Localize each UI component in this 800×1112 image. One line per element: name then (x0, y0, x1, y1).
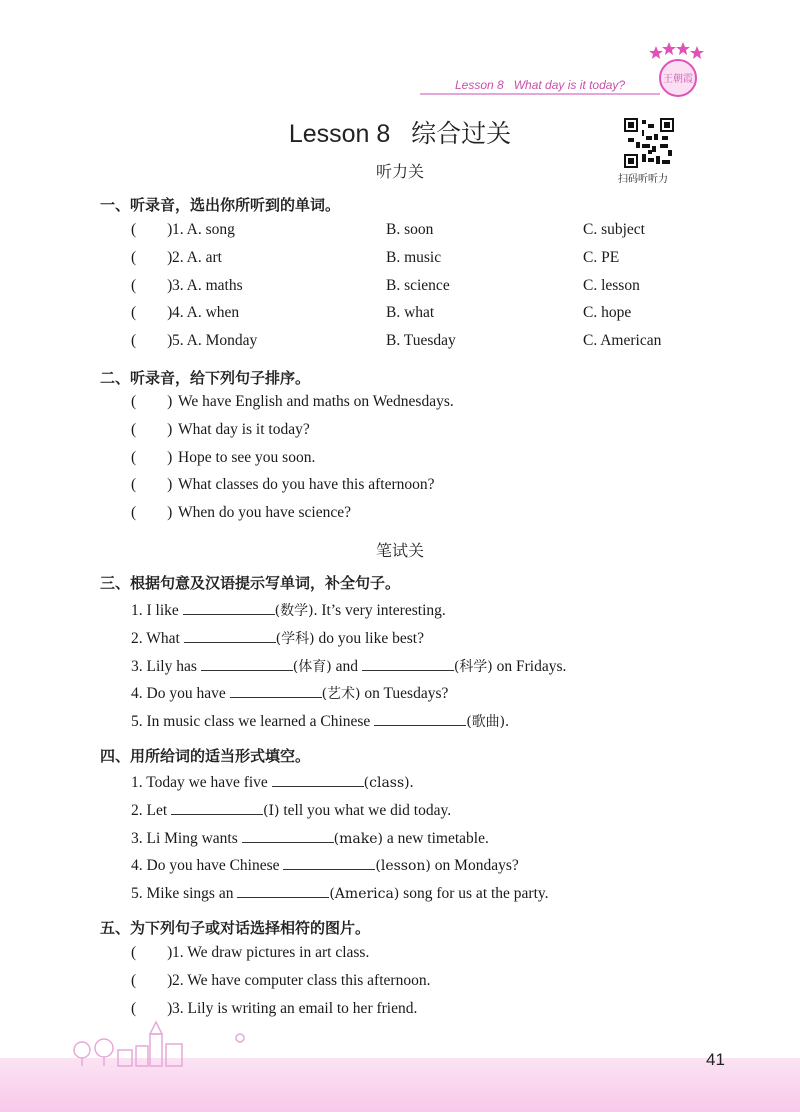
sentence-start: 5. In music class we learned a Chinese (131, 713, 375, 731)
sentence-start: 4. Do you have (131, 685, 230, 703)
sentence: What day is it today? (178, 420, 310, 438)
sentence-middle: and (331, 657, 362, 675)
answer-paren: ( ) (131, 393, 173, 410)
answer-paren: ( ) (131, 448, 173, 466)
hint-text: (学科) (275, 630, 315, 647)
sentence: 3. Lily is writing an email to her friend. (172, 999, 418, 1017)
option-a: 1. A. song (172, 221, 235, 238)
fill-in-sentence (131, 883, 549, 907)
hint-text: (lesson) (375, 858, 431, 875)
answer-paren: ( ) (131, 420, 173, 438)
hint-text: (make) (333, 830, 383, 847)
answer-blank[interactable] (374, 711, 466, 726)
part3-heading: 三、根据句意及汉语提示写单词，补全句子。 (100, 575, 401, 592)
sentence: 2. We have computer class this afternoon. (172, 971, 431, 989)
sentence-end: on Mondays? (430, 857, 519, 875)
sentence-end: song for us at the party. (399, 885, 549, 903)
hint-text: (歌曲) (466, 714, 506, 731)
fill-in-sentence (131, 683, 448, 707)
option-b: B. science (386, 276, 450, 294)
hint-text: (I) (263, 802, 280, 819)
sentence-end: on Fridays. (492, 657, 567, 675)
sentence: We have English and maths on Wednesdays. (178, 393, 454, 410)
sentence-end: on Tuesdays? (360, 685, 449, 703)
fill-in-sentence (131, 800, 451, 824)
answer-paren: ( ) (131, 248, 173, 266)
option-b: B. Tuesday (386, 332, 456, 350)
fill-in-sentence (131, 628, 424, 652)
answer-paren: ( ) (131, 332, 173, 350)
hint-text: (class) (363, 775, 410, 791)
option-c: C. subject (583, 221, 645, 238)
sentence-end: tell you what we did today. (279, 801, 452, 819)
sentence-end: . (505, 713, 509, 731)
sentence-start: 4. Do you have Chinese (131, 857, 284, 875)
hint-text: (体育) (292, 658, 332, 675)
answer-blank[interactable] (272, 772, 364, 787)
sentence: 1. We draw pictures in art class. (172, 944, 370, 961)
fill-in-sentence (131, 855, 519, 879)
option-c: C. PE (583, 248, 620, 266)
hint-text: (科学) (453, 658, 493, 675)
answer-blank[interactable] (201, 656, 293, 671)
answer-paren: ( ) (131, 476, 173, 494)
sentence-end: . (409, 774, 414, 791)
hint-text: (America) (329, 886, 400, 903)
castle-decoration-icon (70, 1020, 270, 1068)
section-heading-listening: 听力关 (375, 164, 424, 181)
fill-in-sentence (131, 772, 414, 796)
answer-blank[interactable] (230, 683, 322, 698)
answer-blank[interactable] (184, 628, 276, 643)
hint-text: (艺术) (321, 686, 361, 703)
part1-heading: 一、听录音，选出你所听到的单词。 (100, 197, 341, 214)
option-c: C. hope (583, 304, 632, 322)
part5-heading: 五、为下列句子或对话选择相符的图片。 (100, 920, 371, 937)
answer-paren: ( ) (131, 276, 173, 294)
fill-in-sentence (131, 600, 446, 624)
sentence-start: 1. Today we have five (131, 774, 272, 791)
answer-paren: ( ) (131, 944, 173, 961)
answer-blank[interactable] (171, 800, 263, 815)
fill-in-sentence (131, 656, 566, 680)
option-a: 3. A. maths (172, 276, 243, 294)
answer-paren: ( ) (131, 999, 173, 1017)
sentence-start: 1. I like (131, 602, 183, 619)
sentence-start: 3. Li Ming wants (131, 829, 242, 847)
answer-blank[interactable] (242, 828, 334, 843)
sentence-end: a new timetable. (382, 829, 489, 847)
option-a: 5. A. Monday (172, 332, 258, 350)
answer-paren: ( ) (131, 971, 173, 989)
part4-heading: 四、用所给词的适当形式填空。 (100, 748, 311, 765)
answer-paren: ( ) (131, 304, 173, 322)
section-heading-writing: 笔试关 (375, 543, 424, 560)
sentence: What classes do you have this afternoon? (178, 476, 435, 494)
sentence-start: 5. Mike sings an (131, 885, 238, 903)
answer-blank[interactable] (183, 600, 275, 615)
option-c: C. American (583, 332, 662, 350)
header-divider (420, 93, 660, 95)
page-number: 41 (706, 1050, 725, 1069)
option-a: 4. A. when (172, 304, 240, 322)
option-b: B. music (386, 248, 442, 266)
answer-paren: ( ) (131, 221, 173, 238)
option-b: B. what (386, 304, 435, 322)
fill-in-sentence (131, 828, 489, 852)
option-b: B. soon (386, 221, 434, 238)
part2-heading: 二、听录音，给下列句子排序。 (100, 370, 311, 387)
qr-label: 扫码听听力 (618, 174, 668, 185)
sentence-end: . It’s very interesting. (313, 602, 446, 619)
page-title: Lesson 8 综合过关 (288, 120, 512, 148)
lesson-header-tag: Lesson 8 What day is it today? (455, 78, 626, 92)
answer-blank[interactable] (283, 855, 375, 870)
sentence: When do you have science? (178, 504, 352, 522)
option-c: C. lesson (583, 276, 640, 294)
answer-paren: ( ) (131, 504, 173, 522)
answer-blank[interactable] (237, 883, 329, 898)
option-a: 2. A. art (172, 248, 222, 266)
answer-blank[interactable] (362, 656, 454, 671)
sentence-start: 2. What (131, 629, 184, 647)
hint-text: (数学) (274, 603, 314, 619)
sentence-start: 2. Let (131, 801, 172, 819)
sentence: Hope to see you soon. (178, 448, 316, 466)
badge-text: 王朝霞 (663, 74, 693, 85)
sentence-end: do you like best? (314, 629, 424, 647)
fill-in-sentence (131, 711, 509, 735)
sentence-start: 3. Lily has (131, 657, 201, 675)
